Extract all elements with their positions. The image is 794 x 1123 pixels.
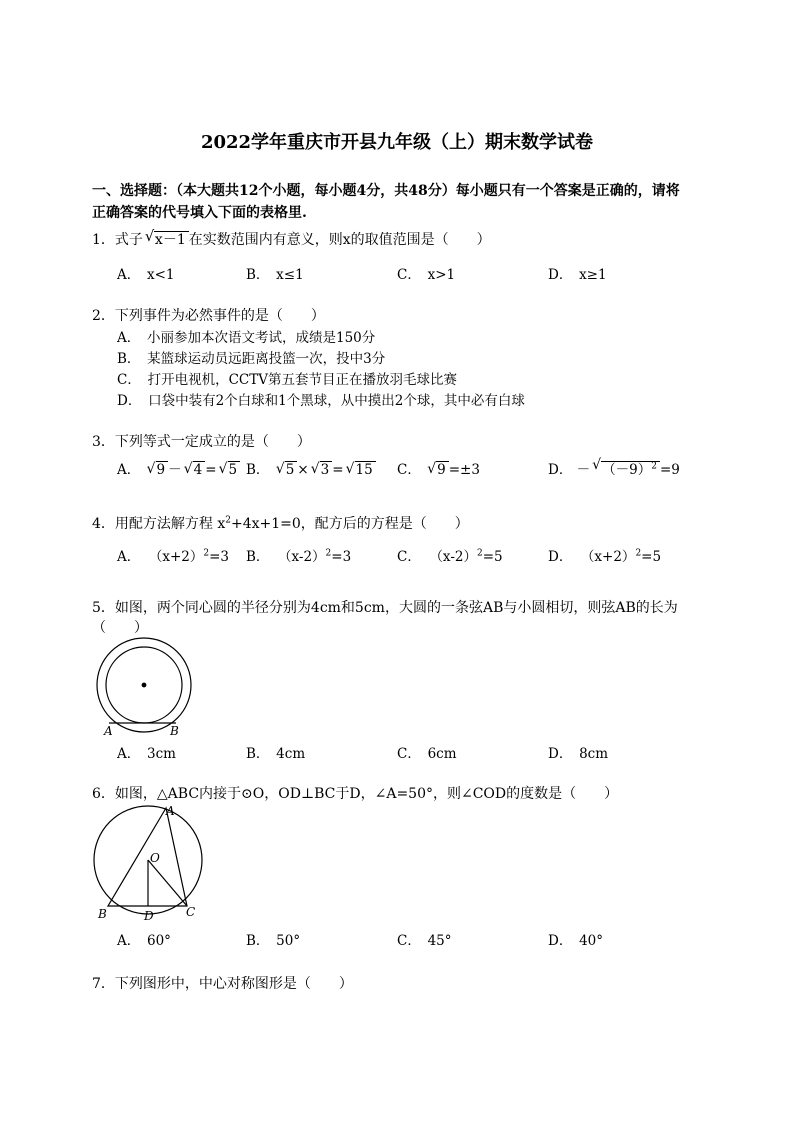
q2-option-c: C． 打开电视机，CCTV第五套节目正在播放羽毛球比赛 <box>117 372 457 388</box>
label-a: A <box>104 724 113 738</box>
q5-option-c: C． 6cm <box>397 746 457 762</box>
q1-option-d: D． x≥1 <box>548 267 607 283</box>
q6-option-d: D． 40° <box>548 933 604 949</box>
q1-option-a: A． x<1 <box>117 267 175 283</box>
question-7-stem: 7．下列图形中，中心对称图形是（ ） <box>92 976 353 992</box>
label-o: O <box>150 851 160 865</box>
q1-option-b: B． x≤1 <box>246 267 304 283</box>
question-6-stem: 6．如图，△ABC内接于⊙O，OD⊥BC于D，∠A=50°，则∠COD的度数是（ ） <box>92 786 619 802</box>
question-5-stem-line2: （ ） <box>92 620 148 636</box>
q3-option-d: D． －√ $(-9)^2 =9$ <box>548 458 680 478</box>
radical-expression: √ x－1 <box>145 229 189 249</box>
q5-option-a: A． 3cm <box>117 746 176 762</box>
section-header-line2: 正确答案的代号填入下面的表格里. <box>92 205 307 221</box>
q6-option-b: B． 50° <box>246 933 301 949</box>
question-1-stem: 1．式子√ x－1 在实数范围内有意义，则x的取值范围是（ ） <box>92 229 491 249</box>
exam-title: 2022学年重庆市开县九年级（上）期末数学试卷 <box>200 132 594 153</box>
q5-option-d: D． 8cm <box>548 746 609 762</box>
q3-option-c: C． √ 9 =±3 <box>397 458 480 478</box>
center-point <box>142 683 147 688</box>
q6-option-a: A． 60° <box>117 933 171 949</box>
q5-option-b: B． 4cm <box>246 746 306 762</box>
q2-option-a: A． 小丽参加本次语文考试，成绩是150分 <box>117 330 376 346</box>
q2-option-b: B． 某篮球运动员远距离投篮一次，投中3分 <box>117 351 386 367</box>
q2-option-d: D． 口袋中装有2个白球和1个黑球，从中摸出2个球，其中必有白球 <box>117 393 525 409</box>
label-b: B <box>98 907 107 921</box>
q1-option-c: C． x>1 <box>397 267 456 283</box>
question-2-stem: 2．下列事件为必然事件的是（ ） <box>92 308 325 324</box>
label-c: C <box>186 905 196 919</box>
q3-option-a: A． √ 9 －√ 4 =√ 5 <box>117 458 240 478</box>
concentric-circles-figure <box>92 636 202 740</box>
question-5-stem-line1: 5．如图，两个同心圆的半径分别为4cm和5cm，大圆的一条弦AB与小圆相切，则弦AB的长为 <box>92 600 678 616</box>
q4-option-c: C． $(x-2)^2=5$ <box>397 548 503 565</box>
section-header-line1: 一、选择题：（本大题共12个小题，每小题4分，共48分）每小题只有一个答案是正确的，请将 <box>92 183 680 199</box>
question-4-stem: 4．用配方法解方程 $x^2+4x+1=0$，配方后的方程是（ ） <box>92 515 469 532</box>
label-b: B <box>170 724 179 738</box>
q4-option-b: B． $(x-2)^2=3$ <box>246 548 352 565</box>
segment-oc <box>148 860 187 906</box>
q4-option-d: D． $(x+2)^2=5$ <box>548 548 662 565</box>
inscribed-triangle-figure <box>90 802 210 924</box>
question-3-stem: 3．下列等式一定成立的是（ ） <box>92 434 311 450</box>
q6-option-c: C． 45° <box>397 933 452 949</box>
label-d: D <box>144 909 154 923</box>
label-a: A <box>166 804 175 818</box>
q4-option-a: A． $(x+2)^2=3$ <box>117 548 229 565</box>
q3-option-b: B． √ 5 ×√ 3 =√ 15 <box>246 458 376 478</box>
